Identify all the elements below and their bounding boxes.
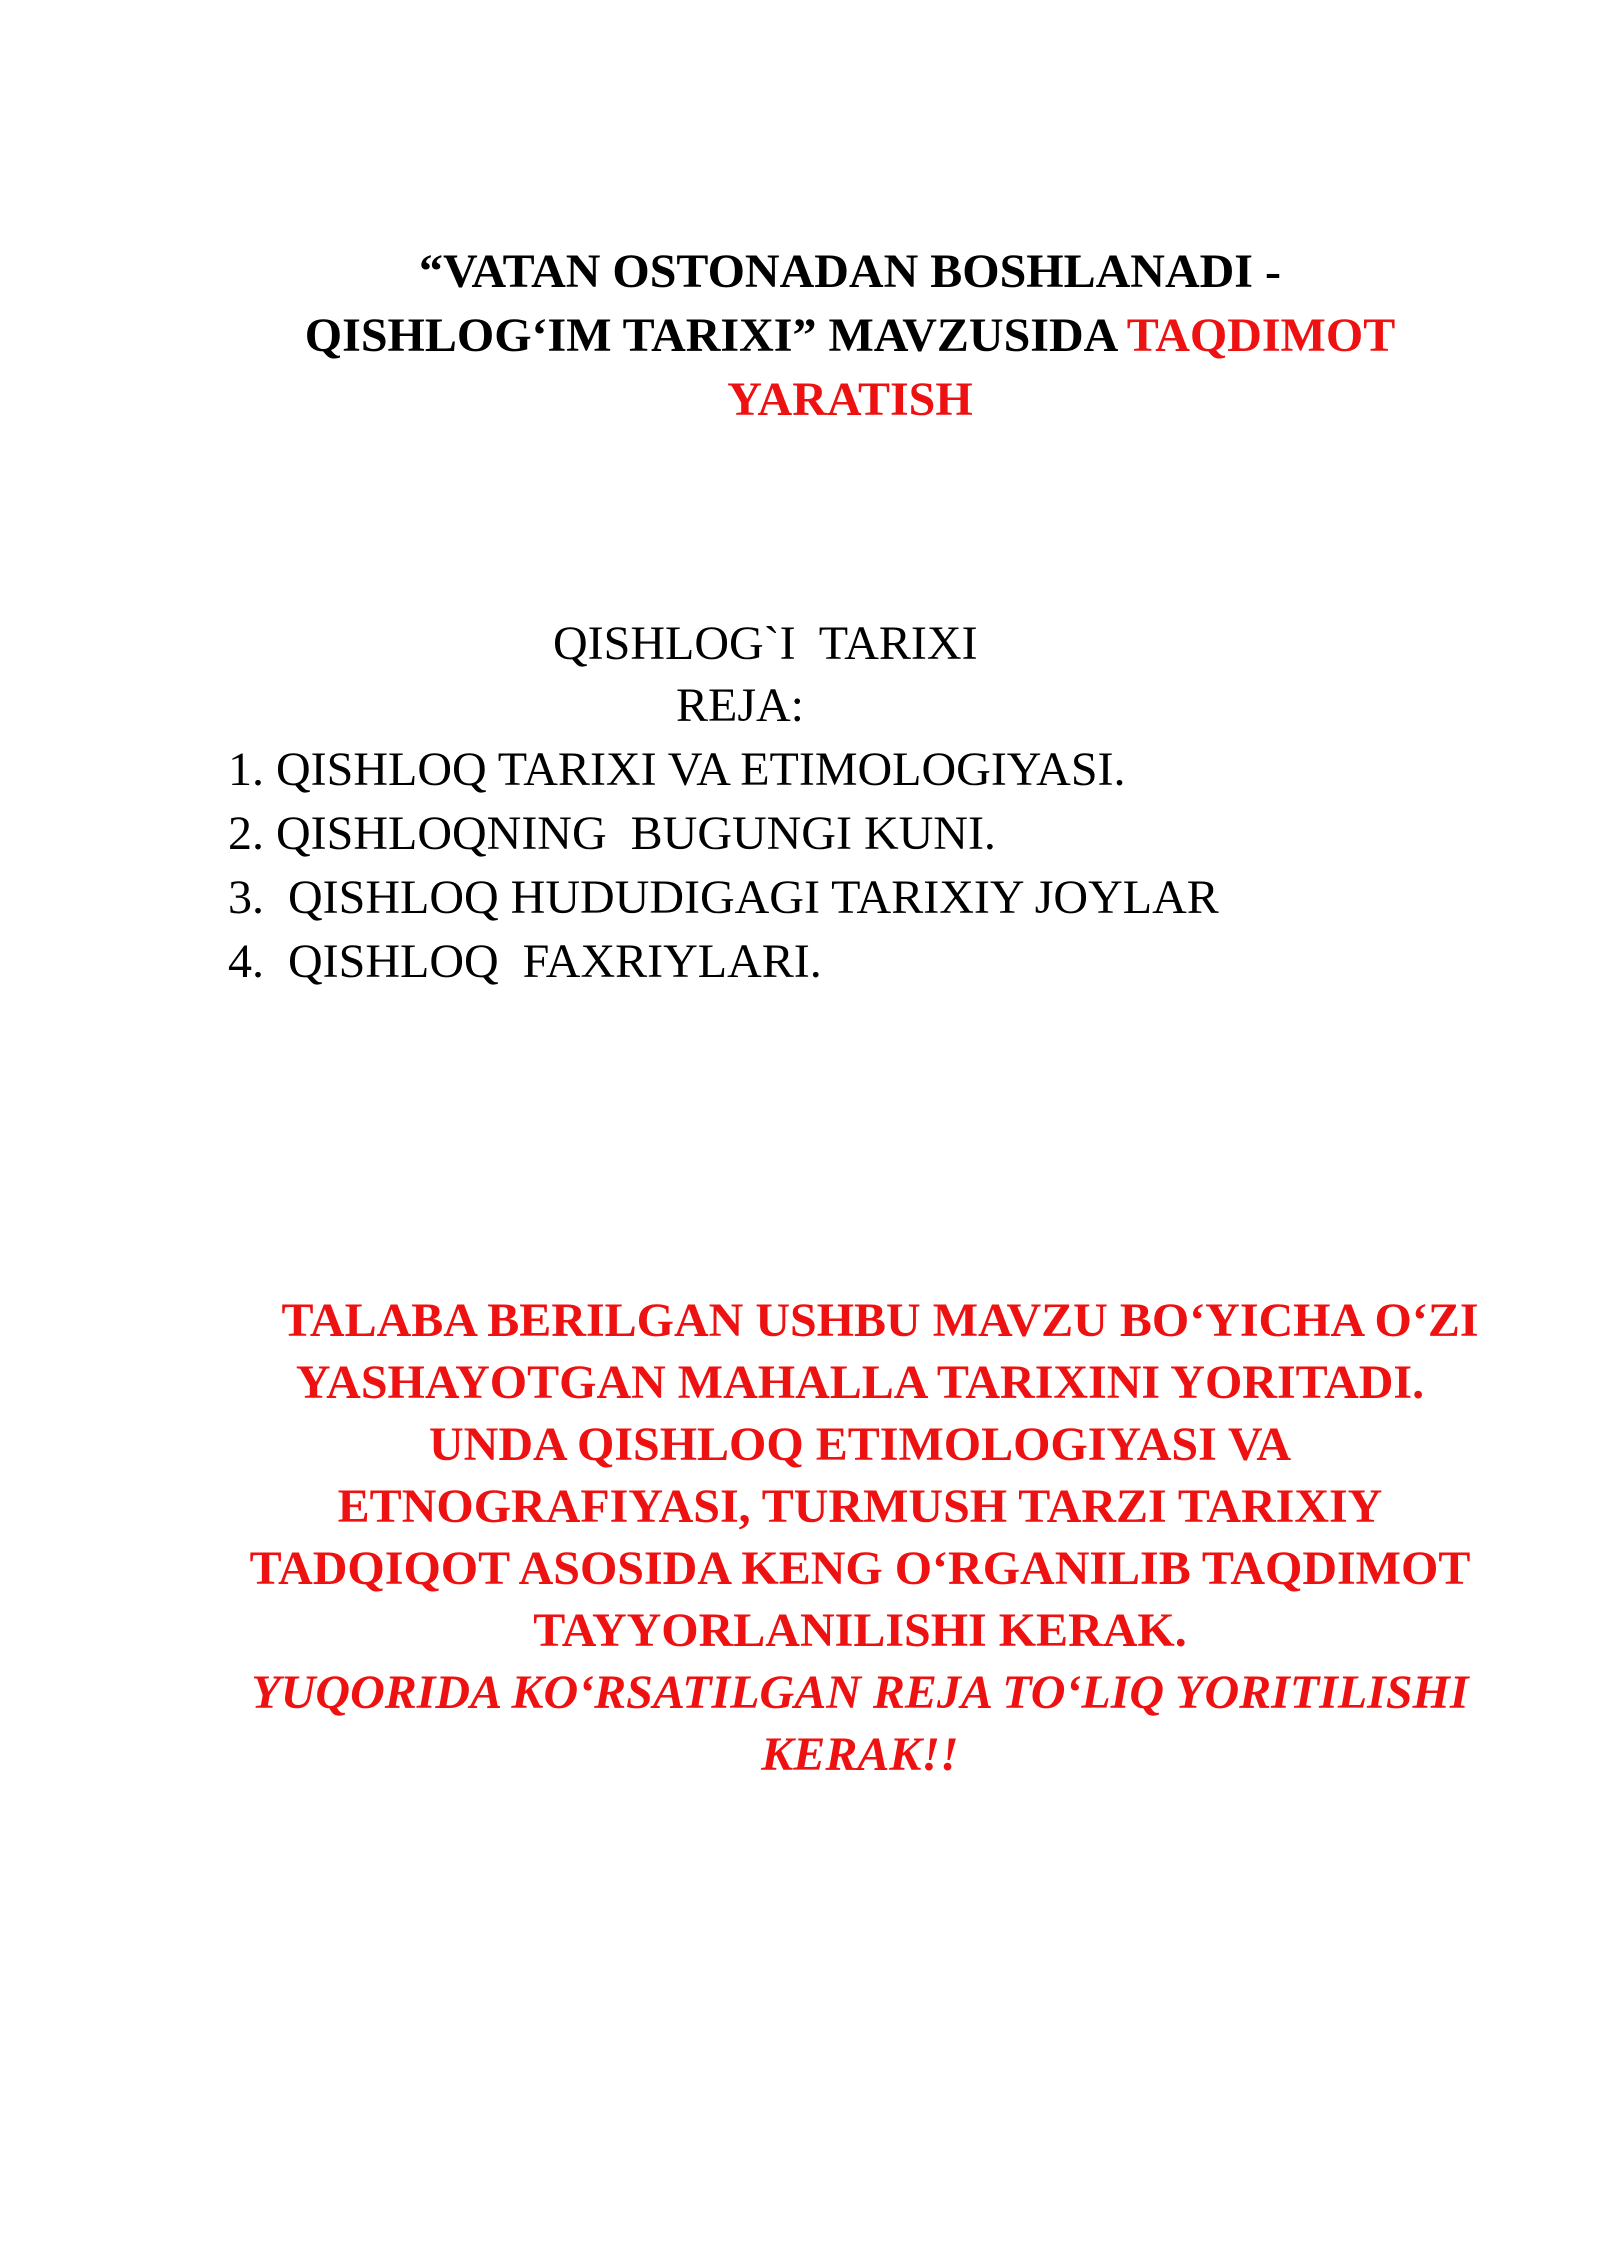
assignment-note-text: TALABA BERILGAN USHBU MAVZU BO‘YICHA O‘ZI YASHAYOTGAN MAHALLA TARIXINI YORITADI. UNDA QISHLOQ ETIMOLOGIYASI VA ETNOGRAFIYASI, TURMUSH TARZI TARIXIY TADQIQOT ASOSIDA KENG O‘RGANILIB TAQDIMOT TAYYORLANILISHI KERAK. — [249, 1294, 1479, 1657]
title-line-1: “VATAN OSTONADAN BOSHLANADI - — [419, 245, 1281, 298]
plan-item: 1. QISHLOQ TARIXI VA ETIMOLOGIYASI. — [228, 743, 1126, 796]
assignment-note-emphasis: YUQORIDA KO‘RSATILGAN REJA TO‘LIQ YORITILISHI KERAK!! — [251, 1666, 1469, 1781]
assignment-note — [230, 1290, 1490, 1786]
plan-list — [228, 738, 1219, 994]
title-line-2 — [200, 304, 1500, 368]
title-highlight-yaratish: YARATISH — [727, 373, 973, 426]
plan-subheading: REJA: — [676, 679, 805, 732]
title-highlight-taqdimot: TAQDIMOT — [1126, 309, 1396, 362]
title-line-2-black: QISHLOG‘IM TARIXI” MAVZUSIDA — [304, 309, 1127, 362]
document-title — [200, 240, 1500, 432]
plan-item: 3. QISHLOQ HUDUDIGAGI TARIXIY JOYLAR — [228, 871, 1219, 924]
plan-item: 2. QISHLOQNING BUGUNGI KUNI. — [228, 807, 996, 860]
plan-item: 4. QISHLOQ FAXRIYLARI. — [228, 935, 822, 988]
plan-heading: QISHLOG`I TARIXI — [553, 617, 978, 670]
